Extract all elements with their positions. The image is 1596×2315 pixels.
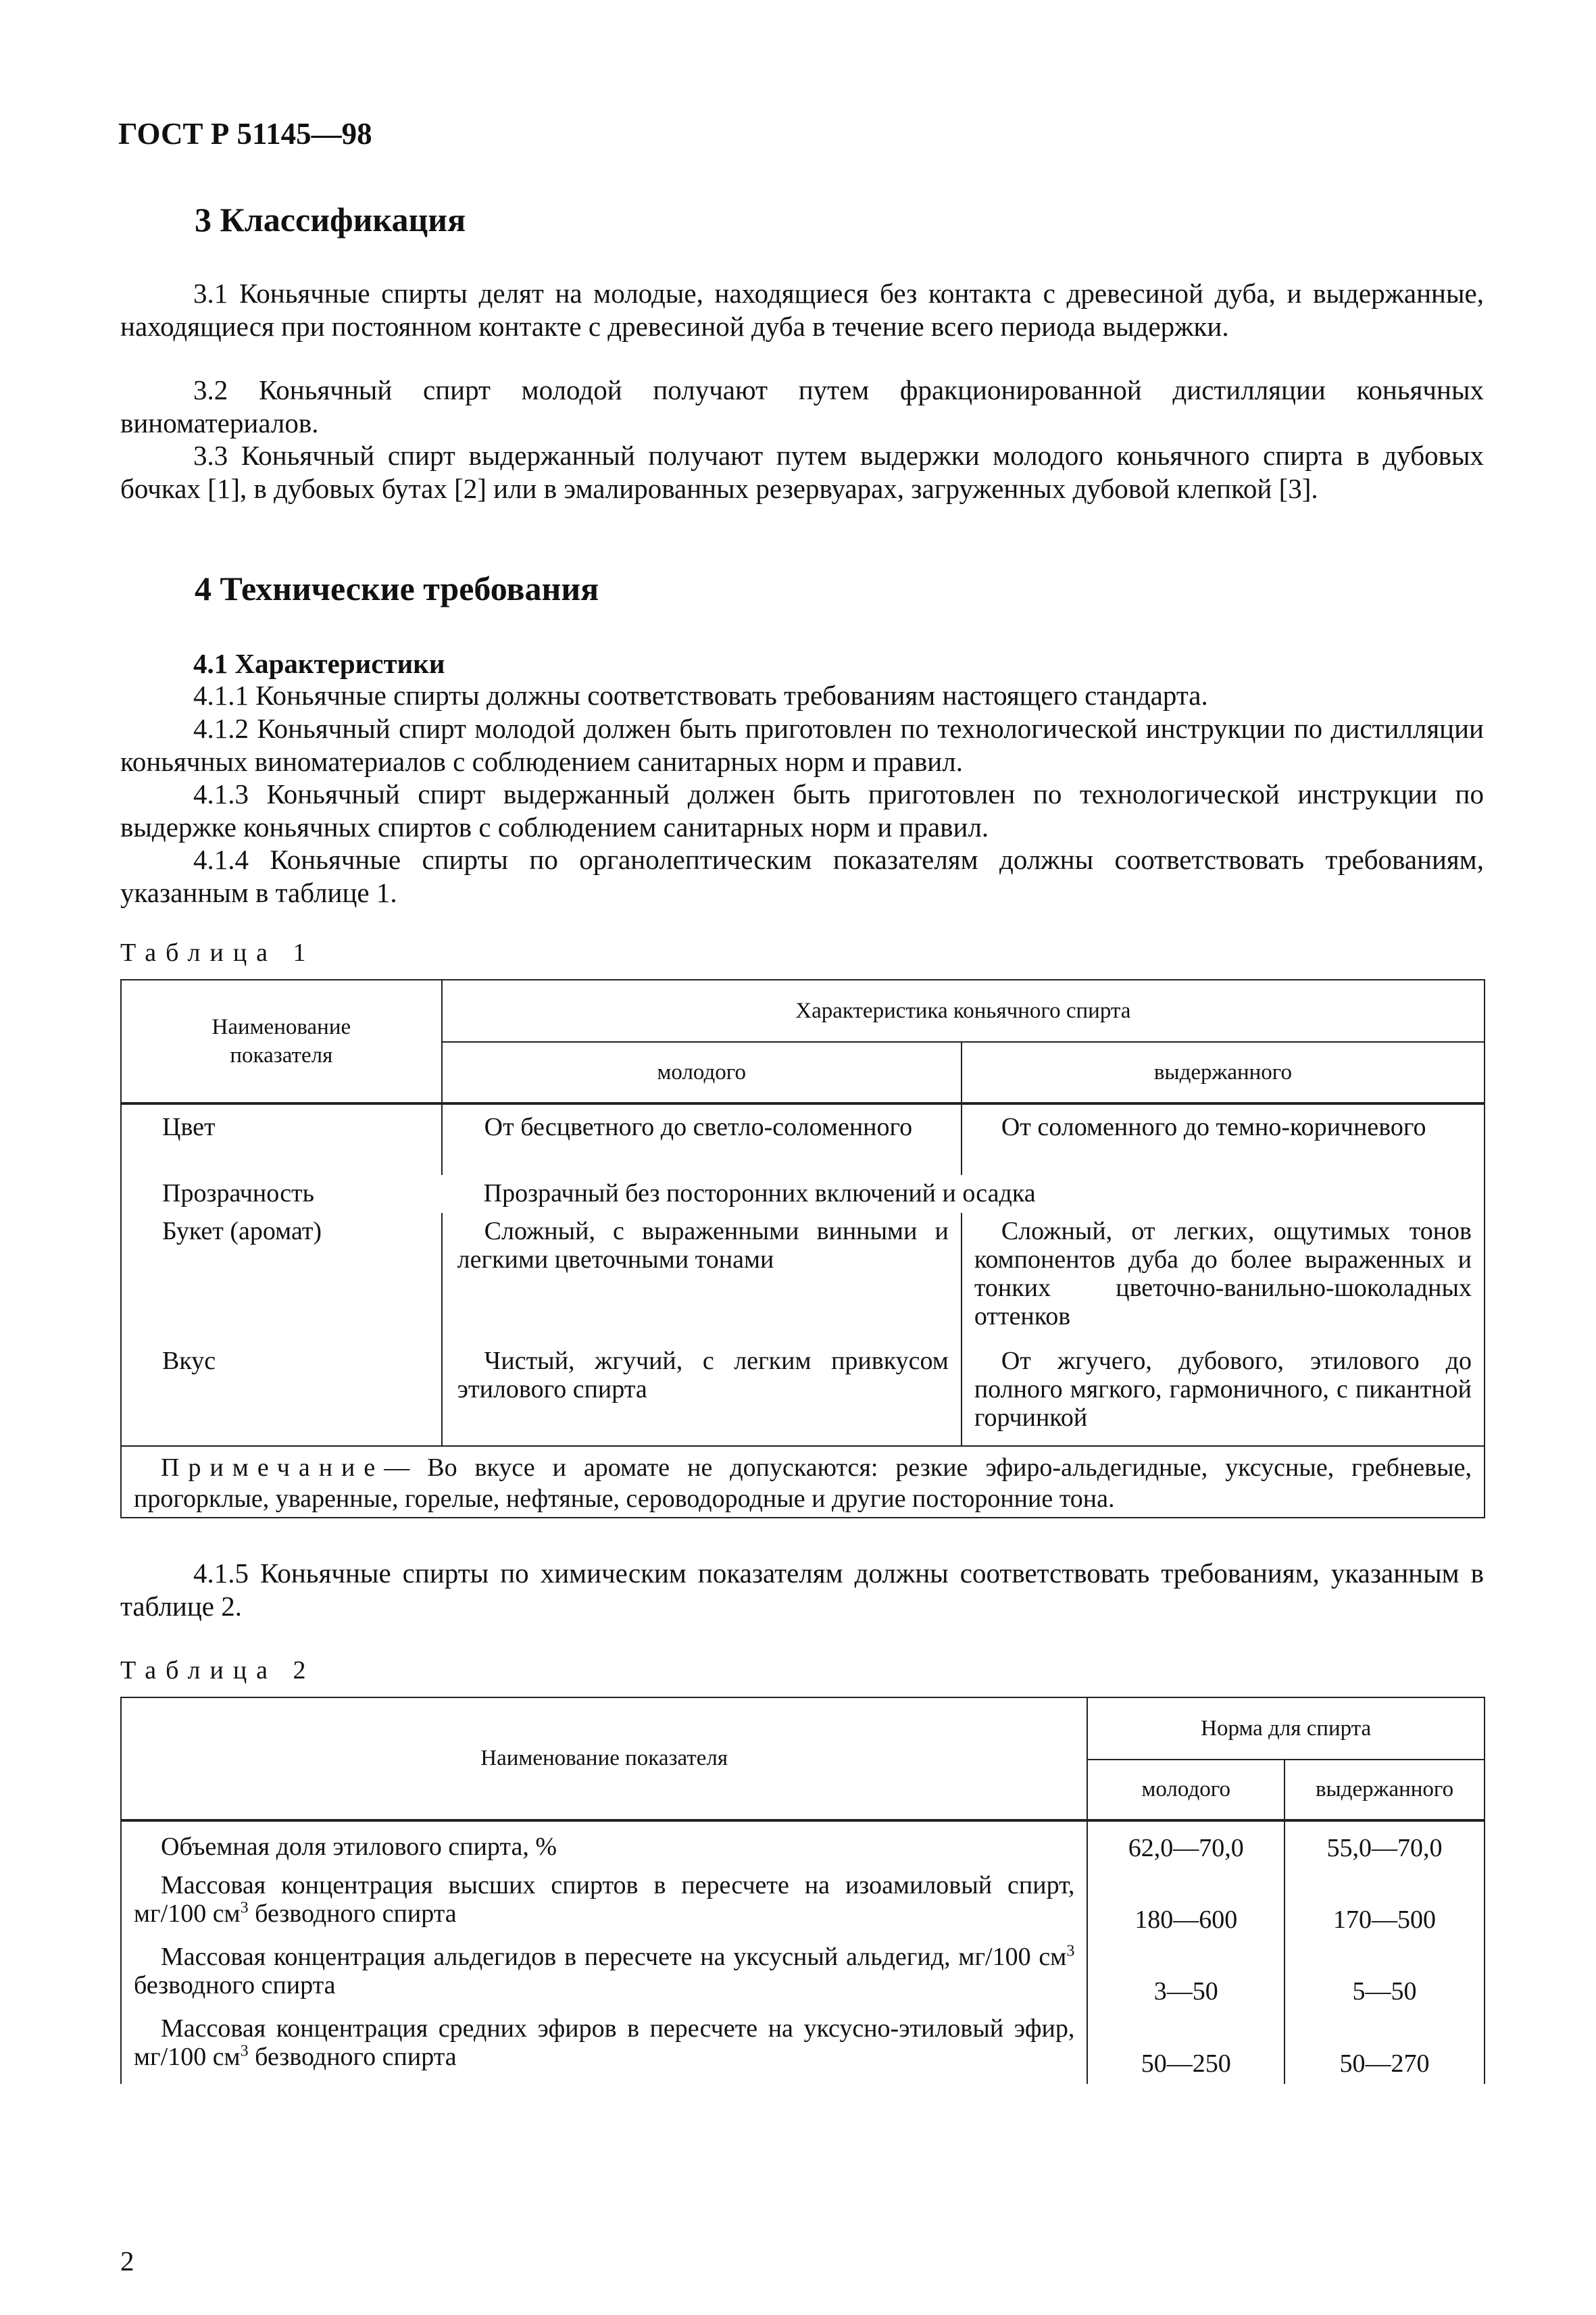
paragraph-4-1-2: 4.1.2 Коньячный спирт молодой должен быть приготовлен по технологической инструкции по дистилляции коньячных виноматериалов с соблюдением санитарных норм и правил. [120, 713, 1484, 777]
table-1-note [134, 1452, 1472, 1514]
paragraph-3-3: 3.3 Коньячный спирт выдержанный получают путем выдержки молодого коньячного спирта в дубовых бочках [1], в дубовых бутах [2] или в эмалированных резервуарах, загруженных дубовой клепкой [3]. [120, 440, 1484, 504]
page-number: 2 [120, 2245, 134, 2276]
table-row [121, 1868, 1485, 1940]
table-1-row-bouquet-aged: Сложный, от легких, ощутимых тонов компонентов дуба до более выраженных и тонких цветочно-ванильно-шоколадных оттенков [974, 1217, 1472, 1330]
table-2-row-aldehydes-aged: 5—50 [1285, 1940, 1485, 2012]
table-1-row-color-name: Цвет [162, 1113, 216, 1141]
table-2-row-aldehydes-young: 3—50 [1087, 1940, 1285, 2012]
table-2-header-aged: выдержанного [1285, 1760, 1485, 1820]
table-2-header-name: Наименование показателя [121, 1697, 1087, 1820]
table-2-row-aldehydes-sup: 3 [1066, 1942, 1075, 1960]
subsection-4-1-title: 4.1 Характеристики [193, 648, 445, 679]
table-2-row-higher-alcohols-text-a: Массовая концентрация высших спиртов в пересчете на изоамиловый спирт, мг/100 см [134, 1871, 1075, 1928]
paragraph-4-1-3: 4.1.3 Коньячный спирт выдержанный должен быть приготовлен по технологической инструкции по выдержке коньячных спиртов с соблюдением санитарных норм и правил. [120, 778, 1484, 843]
table-2-row-higher-alcohols-text-b: безводного спирта [248, 1899, 457, 1928]
table-2-row-aldehydes-name [134, 1943, 1074, 1999]
table-2-row-ethanol-name: Объемная доля этилового спирта, % [161, 1833, 557, 1861]
table-2-row-esters-text-b: безводного спирта [248, 2043, 457, 2071]
table-1-row-color-aged: От соломенного до темно-коричневого [1001, 1113, 1426, 1141]
table-2-row-higher-alcohols-sup: 3 [240, 1899, 249, 1917]
paragraph-4-1-4: 4.1.4 Коньячные спирты по органолептическим показателям должны соответствовать требованиям, указанным в таблице 1. [120, 844, 1484, 908]
table-1-row-taste-young: Чистый, жгучий, с легким привкусом этилового спирта [457, 1347, 949, 1403]
table-2-row-esters-young: 50—250 [1087, 2012, 1285, 2084]
table-2-row-higher-alcohols-aged: 170—500 [1285, 1868, 1485, 1940]
table-2-row-ethanol-young: 62,0—70,0 [1087, 1820, 1285, 1868]
table-row [121, 2012, 1485, 2084]
table-1-header-name [121, 980, 442, 1103]
table-1-header-characteristic: Характеристика коньячного спирта [442, 980, 1485, 1042]
table-1-row-clarity-value: Прозрачный без посторонних включений и осадка [483, 1179, 1036, 1208]
document-header: ГОСТ Р 51145—98 [118, 117, 372, 151]
table-row [121, 1175, 1485, 1213]
table-row [121, 1103, 1485, 1175]
table-1-header-name-text: Наименование показателя [211, 1015, 351, 1068]
paragraph-3-2: 3.2 Коньячный спирт молодой получают путем фракционированной дистилляции коньячных виноматериалов. [120, 374, 1484, 439]
table-row [121, 1940, 1485, 2012]
table-1-row-taste-aged: От жгучего, дубового, этилового до полного мягкого, гармоничного, с пикантной горчинкой [974, 1347, 1472, 1432]
paragraph-4-1-5: 4.1.5 Коньячные спирты по химическим показателям должны соответствовать требованиям, указанным в таблице 2. [120, 1558, 1484, 1622]
table-1-caption: Таблица 1 [120, 939, 316, 967]
table-1-row-clarity-name: Прозрачность [162, 1179, 314, 1208]
table-1-note-text: — Во вкусе и аромате не допускаются: резкие эфиро-альдегидные, уксусные, гребневые, прогорклые, уваренные, горелые, нефтяные, сероводородные и другие посторонние тона. [134, 1453, 1472, 1513]
table-1-note-label: Примечание [161, 1453, 384, 1482]
table-1 [120, 979, 1485, 1518]
table-2-row-higher-alcohols-name [134, 1871, 1074, 1928]
table-1-row-bouquet-young: Сложный, с выраженными винными и легкими цветочными тонами [457, 1217, 949, 1274]
table-2-row-esters-text-a: Массовая концентрация средних эфиров в пересчете на уксусно-этиловый эфир, мг/100 см [134, 2014, 1075, 2071]
table-2-row-aldehydes-text-b: безводного спирта [134, 1971, 336, 1999]
table-row [121, 1343, 1485, 1446]
section-4-title: 4 Технические требования [195, 570, 599, 607]
paragraph-4-1-1: 4.1.1 Коньячные спирты должны соответствовать требованиям настоящего стандарта. [193, 680, 1208, 711]
table-1-header-aged: выдержанного [962, 1042, 1485, 1103]
table-2-row-ethanol-aged: 55,0—70,0 [1285, 1820, 1485, 1868]
table-2-caption: Таблица 2 [120, 1656, 316, 1685]
table-2-row-aldehydes-text-a: Массовая концентрация альдегидов в пересчете на уксусный альдегид, мг/100 см [161, 1943, 1067, 1971]
table-2-row-esters-sup: 3 [240, 2042, 249, 2060]
table-2 [120, 1697, 1485, 2084]
table-row [121, 1820, 1485, 1868]
table-2-row-higher-alcohols-young: 180—600 [1087, 1868, 1285, 1940]
table-1-row-color-young: От бесцветного до светло-соломенного [484, 1113, 913, 1141]
table-1-row-taste-name: Вкус [121, 1343, 442, 1446]
table-1-header-young: молодого [442, 1042, 962, 1103]
table-2-row-esters-name [134, 2014, 1074, 2071]
table-2-header-young: молодого [1087, 1760, 1285, 1820]
table-row [121, 1213, 1485, 1343]
table-1-row-bouquet-name: Букет (аромат) [162, 1217, 322, 1245]
table-2-header-norm: Норма для спирта [1087, 1697, 1485, 1760]
paragraph-3-1: 3.1 Коньячные спирты делят на молодые, находящиеся без контакта с древесиной дуба, и выдержанные, находящиеся при постоянном контакте с древесиной дуба в течение всего периода выдержки. [120, 278, 1484, 342]
section-3-title: 3 Классификация [195, 201, 466, 239]
table-2-row-esters-aged: 50—270 [1285, 2012, 1485, 2084]
